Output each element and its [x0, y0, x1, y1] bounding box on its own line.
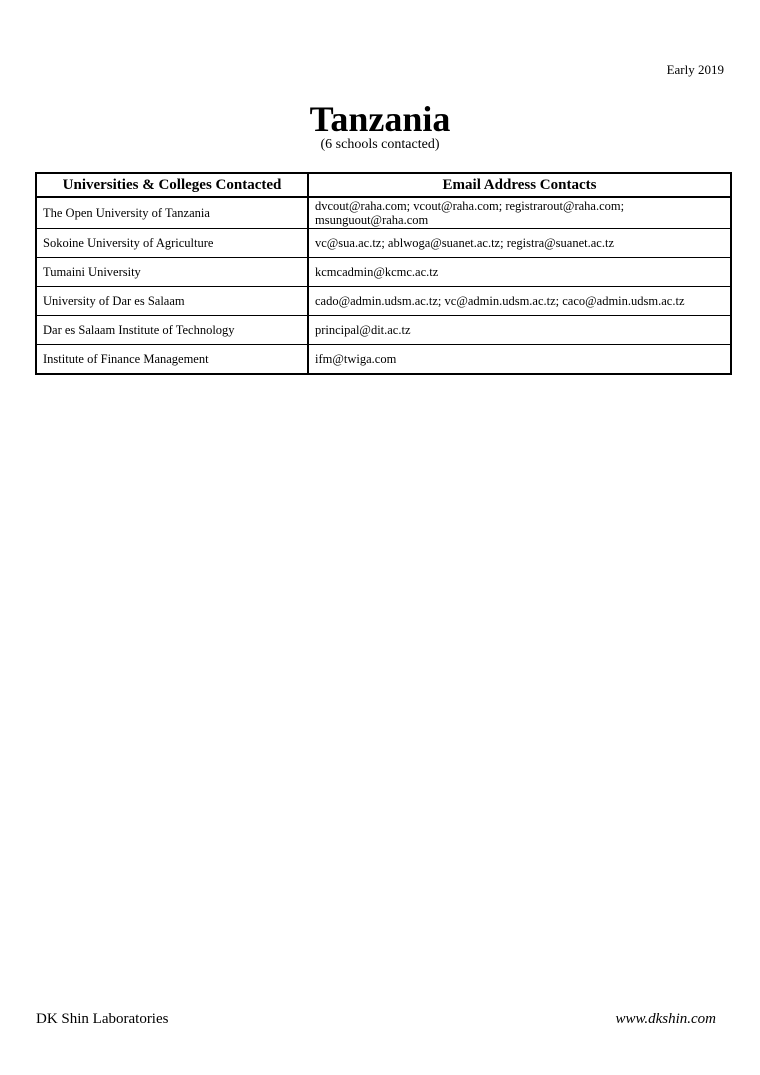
footer-website: www.dkshin.com [615, 1011, 716, 1027]
table-row [36, 345, 731, 375]
table-row [36, 258, 731, 287]
school-name: Sokoine University of Agriculture [36, 229, 308, 258]
table-row [36, 197, 731, 229]
column-header-emails: Email Address Contacts [308, 173, 731, 197]
school-emails: vc@sua.ac.tz; ablwoga@suanet.ac.tz; registra@suanet.ac.tz [308, 229, 731, 258]
table-row [36, 316, 731, 345]
school-name: Tumaini University [36, 258, 308, 287]
footer-organization: DK Shin Laboratories [36, 1011, 169, 1027]
school-emails: principal@dit.ac.tz [308, 316, 731, 345]
table-header-row [36, 173, 731, 197]
school-name: University of Dar es Salaam [36, 287, 308, 316]
contacts-table [35, 172, 732, 375]
page-subtitle: (6 schools contacted) [320, 137, 440, 152]
page-title: Tanzania [309, 99, 451, 139]
school-name: The Open University of Tanzania [36, 197, 308, 229]
school-emails: dvcout@raha.com; vcout@raha.com; registrarout@raha.com; msunguout@raha.com [308, 197, 731, 229]
school-emails: kcmcadmin@kcmc.ac.tz [308, 258, 731, 287]
school-name: Institute of Finance Management [36, 345, 308, 375]
school-emails: cado@admin.udsm.ac.tz; vc@admin.udsm.ac.tz; caco@admin.udsm.ac.tz [308, 287, 731, 316]
column-header-schools: Universities & Colleges Contacted [36, 173, 308, 197]
school-emails: ifm@twiga.com [308, 345, 731, 375]
school-name: Dar es Salaam Institute of Technology [36, 316, 308, 345]
table-row [36, 287, 731, 316]
table-row [36, 229, 731, 258]
document-date: Early 2019 [666, 62, 724, 77]
